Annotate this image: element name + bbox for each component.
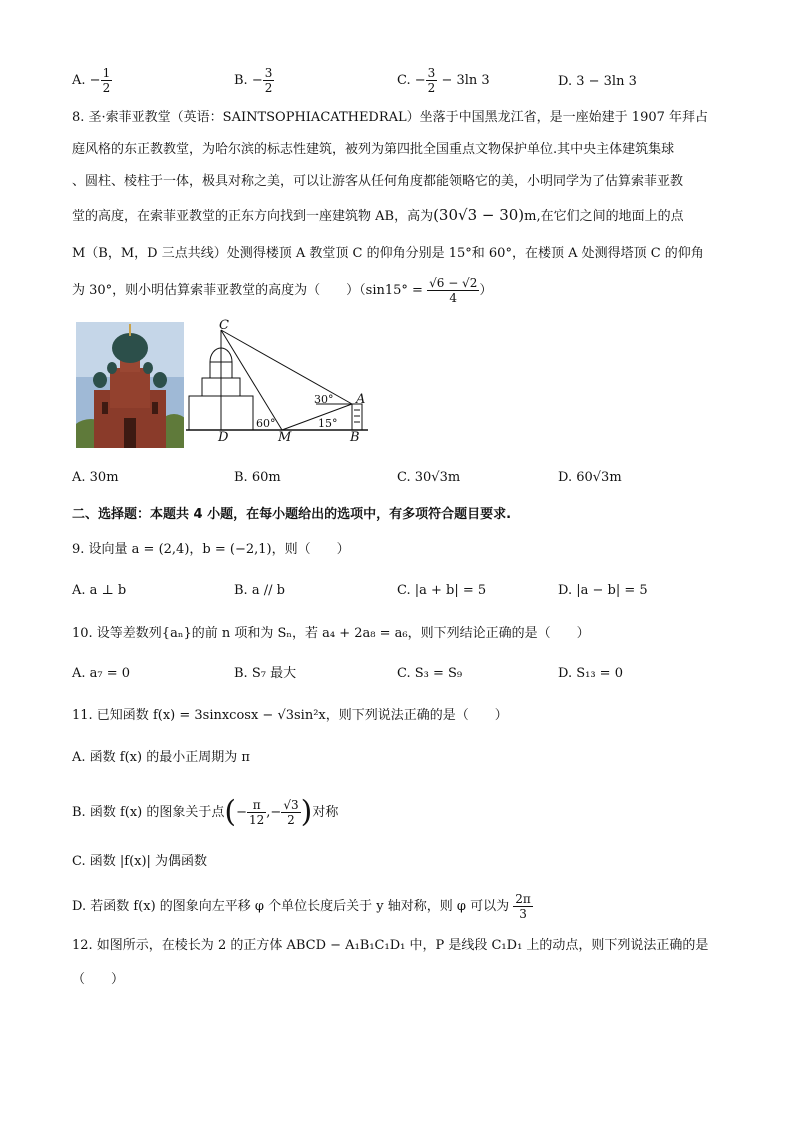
fraction: $\frac{3}{2}$ [264,66,273,95]
q10-stem: 10. 设等差数列{aₙ}的前 n 项和为 Sₙ，若 a₄ + 2a₈ = a₆，则下列结论正确的是（ ） [72,626,590,641]
q10-option-d: D. S₁₃ = 0 [558,666,623,681]
q12-line-1: 12. 如图所示，在棱长为 2 的正方体 ABCD − A₁B₁C₁D₁ 中，P 是线段 C₁D₁ 上的动点，则下列说法正确的是 [72,938,709,953]
angle-60: 60° [256,417,276,430]
q9-stem: 9. 设向量 a = (2,4)，b = (−2,1)，则（ ） [72,542,350,557]
q7-option-a: A. − $\frac{1}{2}$ [72,66,111,95]
fraction: $\frac{1}{2}$ [102,66,111,95]
fraction: $\frac{√3}{2}$ [283,798,299,827]
q10-option-a: A. a₇ = 0 [72,666,131,681]
label-m: M [278,430,292,445]
q10-option-b: B. S₇ 最大 [234,666,297,681]
q8-line-4: 堂的高度，在索菲亚教堂的正东方向找到一座建筑物 AB，高为(30√3 − 30)m,在它们之间的地面上的点 [72,206,684,224]
q7-option-b: B. − $\frac{3}{2}$ [234,66,273,95]
q9-option-d: D. |a − b| = 5 [558,583,648,598]
q8-line-3: 、圆柱、棱柱于一体，极具对称之美，可以让游客从任何角度都能领略它的美，小明同学为了估算索菲亚教 [72,174,684,189]
q8-option-a: A. 30m [72,470,119,485]
label-d: D [218,430,229,445]
q11-stem: 11. 已知函数 f(x) = 3sinxcosx − √3sin²x，则下列说法正确的是（ ） [72,708,508,723]
section-2-heading: 二、选择题：本题共 4 小题，在每小题给出的选项中，有多项符合题目要求. [72,507,512,522]
label-c: C [219,318,229,333]
q11-option-c: C. 函数 |f(x)| 为偶函数 [72,854,208,869]
q11-option-b: B. 函数 f(x) 的图象关于点(− $\frac{\pi}{12}$ ,− $\frac{√3}{2}$ )对称 [72,794,339,830]
cathedral-photo [76,322,184,448]
label-a: A [356,392,366,407]
q12-line-2: （ ） [72,972,125,987]
fraction: $\frac{\pi}{12}$ [249,798,265,827]
q8-line-2: 庭风格的东正教教堂，为哈尔滨的标志性建筑，被列为第四批全国重点文物保护单位.其中央主体建筑集球 [72,142,675,157]
q11-option-a: A. 函数 f(x) 的最小正周期为 π [72,750,250,765]
q9-option-b: B. a // b [234,583,285,598]
elevation-diagram [186,316,376,446]
q7-option-c: C. − $\frac{3}{2}$ − 3ln 3 [397,66,490,95]
q9-option-a: A. a ⊥ b [72,583,127,598]
q8-line-1: 8. 圣·索菲亚教堂（英语：SAINTSOPHIACATHEDRAL）坐落于中国黑龙江省，是一座始建于 1907 年拜占 [72,110,709,125]
q7-option-d: D. 3 − 3ln 3 [558,74,637,89]
q8-line-6: 为 30°，则小明估算索菲亚教堂的高度为（ ）（sin15° = $\frac{√6 - √2}{4}$ ） [72,276,493,305]
q8-line-5: M（B，M，D 三点共线）处测得楼顶 A 教堂顶 C 的仰角分别是 15°和 60°，在楼顶 A 处测得塔顶 C 的仰角 [72,246,704,261]
q9-option-c: C. |a + b| = 5 [397,583,487,598]
q8-option-d: D. 60√3m [558,470,622,485]
fraction: $\frac{2\pi}{3}$ [515,892,531,921]
sin15-fraction: $\frac{√6 - √2}{4}$ [429,276,478,305]
angle-15: 15° [318,417,338,430]
q8-option-c: C. 30√3m [397,470,461,485]
label-b: B [350,430,360,445]
angle-30: 30° [314,393,334,406]
q8-option-b: B. 60m [234,470,281,485]
q11-option-d: D. 若函数 f(x) 的图象向左平移 φ 个单位长度后关于 y 轴对称，则 φ 可以为 $\frac{2\pi}{3}$ [72,892,531,921]
q10-option-c: C. S₃ = S₉ [397,666,463,681]
fraction: $\frac{3}{2}$ [427,66,436,95]
